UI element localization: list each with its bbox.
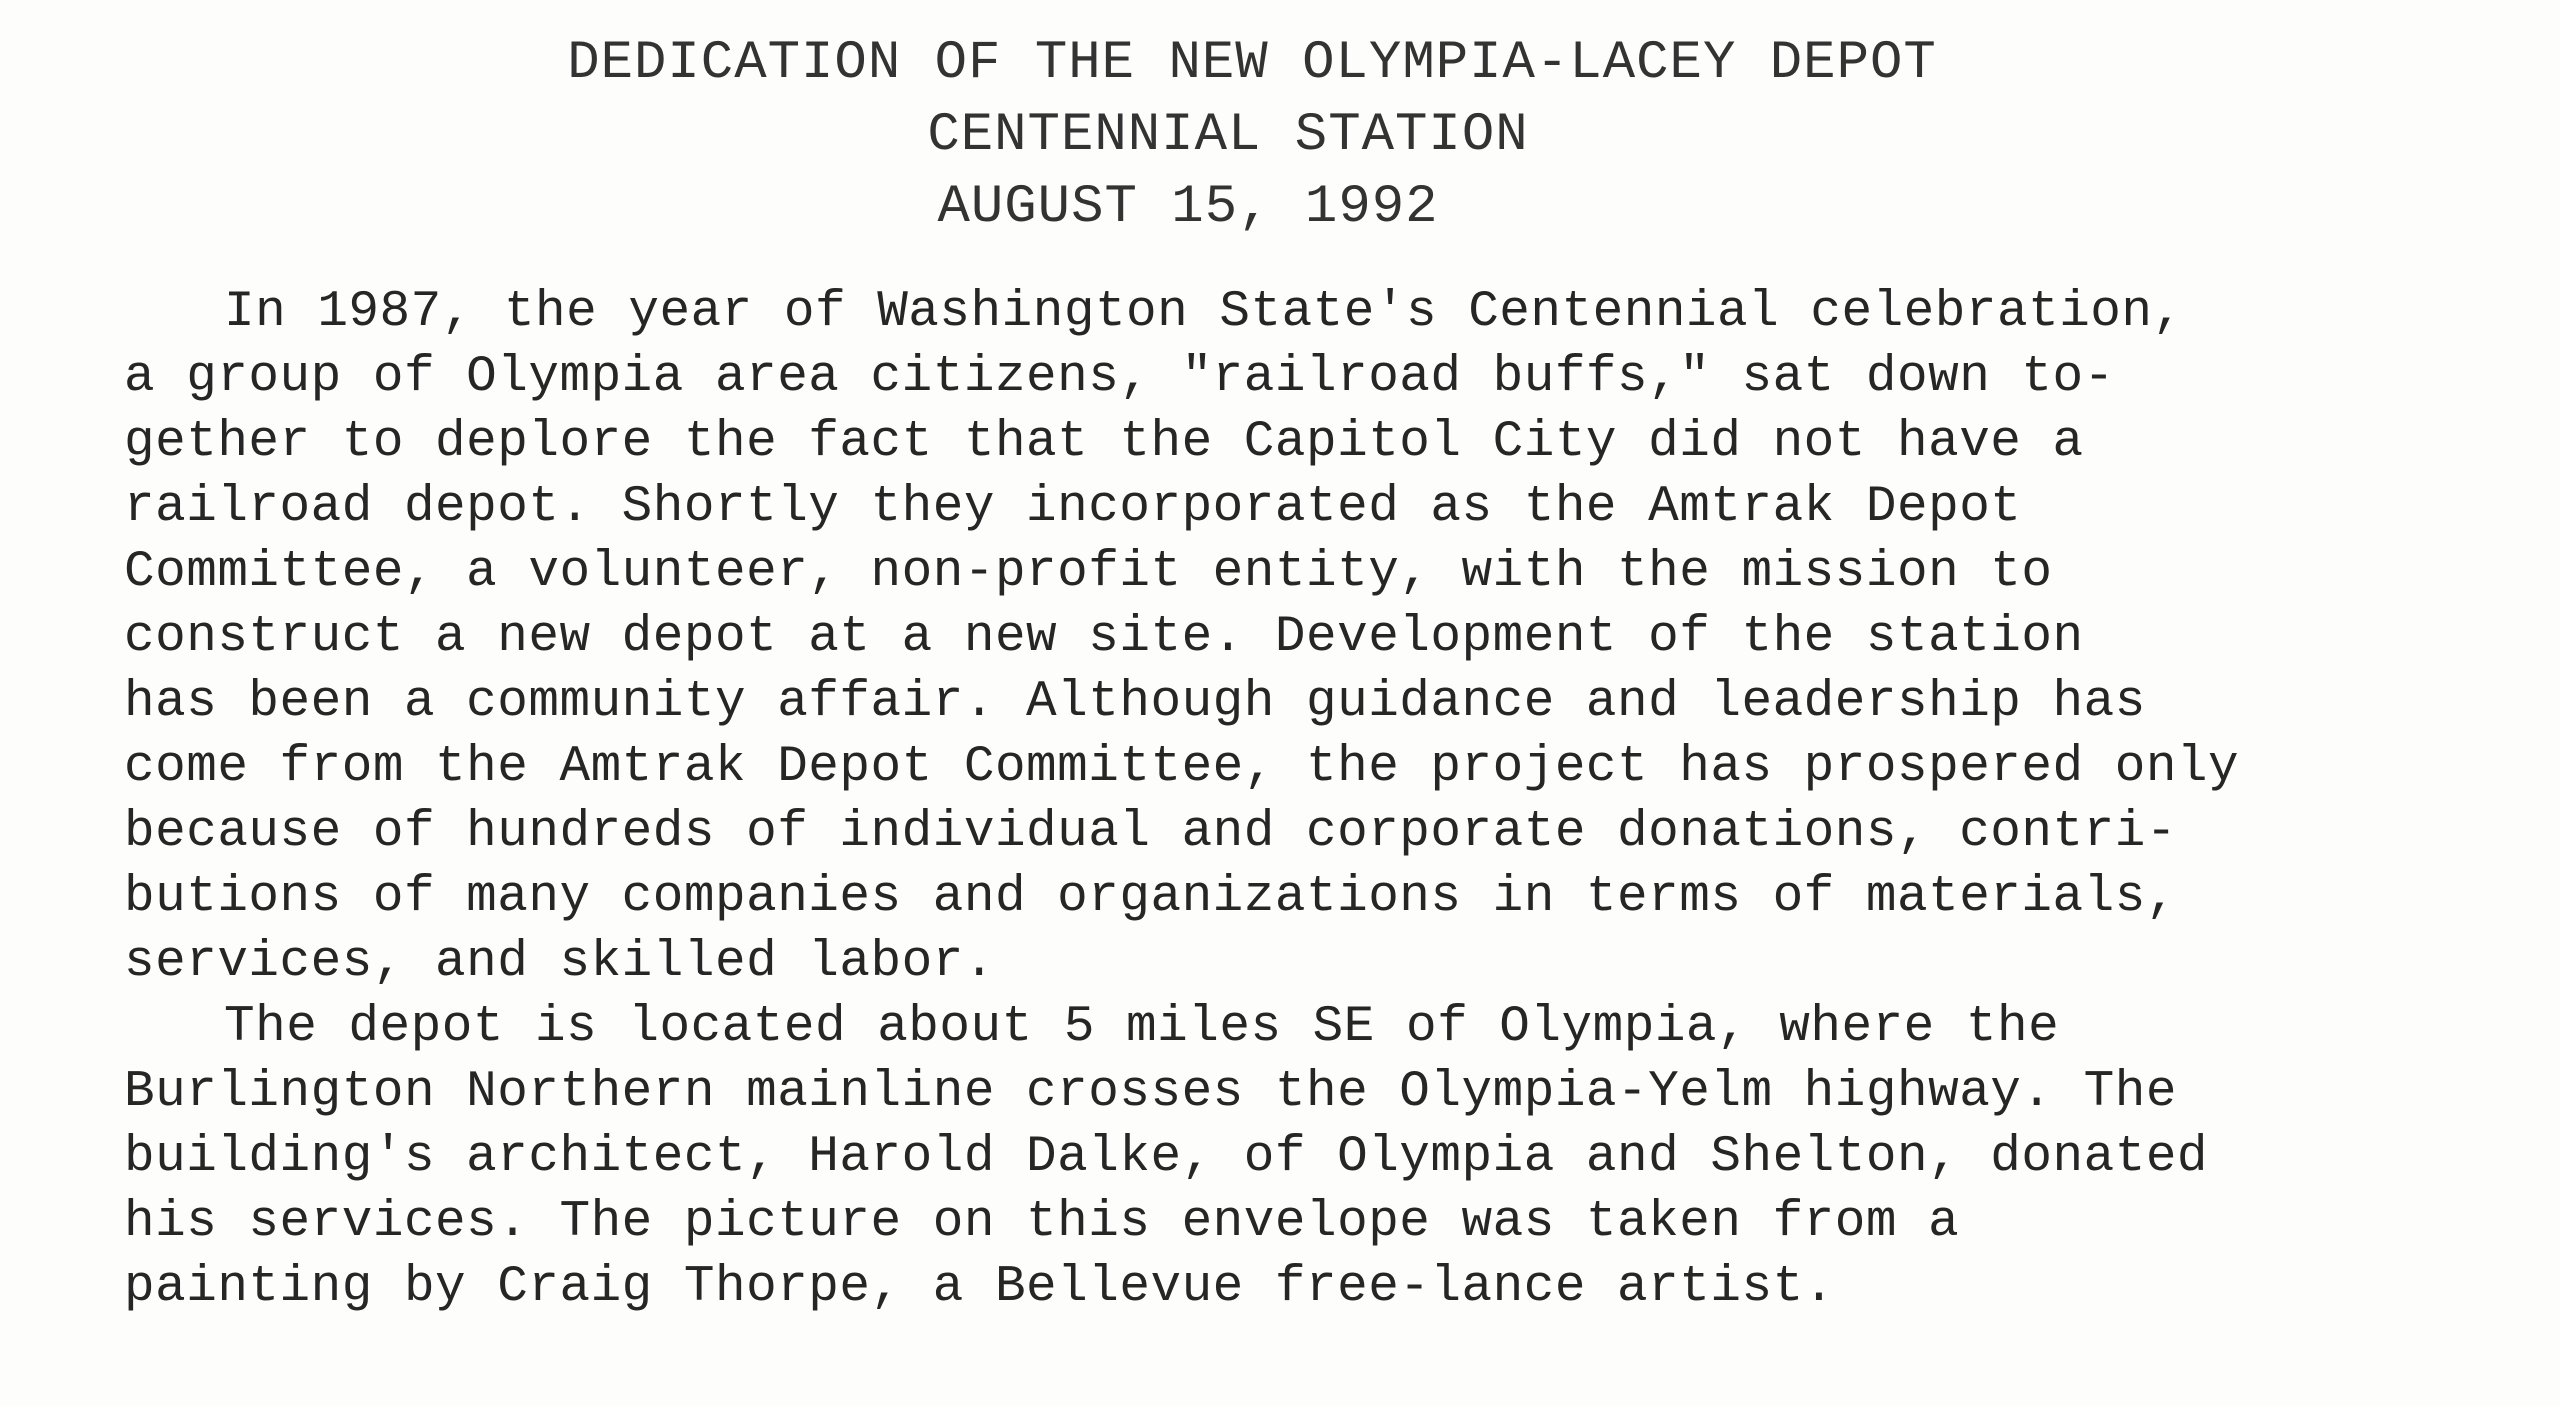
text-line: services, and skilled labor. [124,934,995,991]
text-line: railroad depot. Shortly they incorporated as the Amtrak Depot [124,479,2022,536]
text-line: Burlington Northern mainline crosses the Olympia-Yelm highway. The [124,1064,2177,1121]
header-subtitle: CENTENNIAL STATION [927,105,1529,166]
text-line: come from the Amtrak Depot Committee, the project has prospered only [124,739,2240,796]
text-line: his services. The picture on this envelope was taken from a [124,1194,1960,1251]
text-line: painting by Craig Thorpe, a Bellevue free-lance artist. [124,1259,1835,1316]
text-line: building's architect, Harold Dalke, of Olympia and Shelton, donated [124,1129,2209,1186]
header-date: AUGUST 15, 1992 [937,177,1439,238]
text-line: a group of Olympia area citizens, "railroad buffs," sat down to- [124,349,2115,406]
document-header [0,28,2560,244]
text-line: gether to deplore the fact that the Capitol City did not have a [124,414,2084,471]
document-body [124,280,2444,1320]
text-line: has been a community affair. Although guidance and leadership has [124,674,2146,731]
text-line: Committee, a volunteer, non-profit entity, with the mission to [124,544,2053,601]
text-line: butions of many companies and organizations in terms of materials, [124,869,2177,926]
text-line: because of hundreds of individual and corporate donations, contri- [124,804,2177,861]
paragraph-2 [124,995,2444,1320]
text-line: The depot is located about 5 miles SE of Olympia, where the [224,999,2060,1056]
header-title: DEDICATION OF THE NEW OLYMPIA-LACEY DEPOT [567,33,1937,94]
text-line: construct a new depot at a new site. Development of the station [124,609,2084,666]
text-line: In 1987, the year of Washington State's Centennial celebration, [224,284,2184,341]
paragraph-1 [124,280,2444,995]
